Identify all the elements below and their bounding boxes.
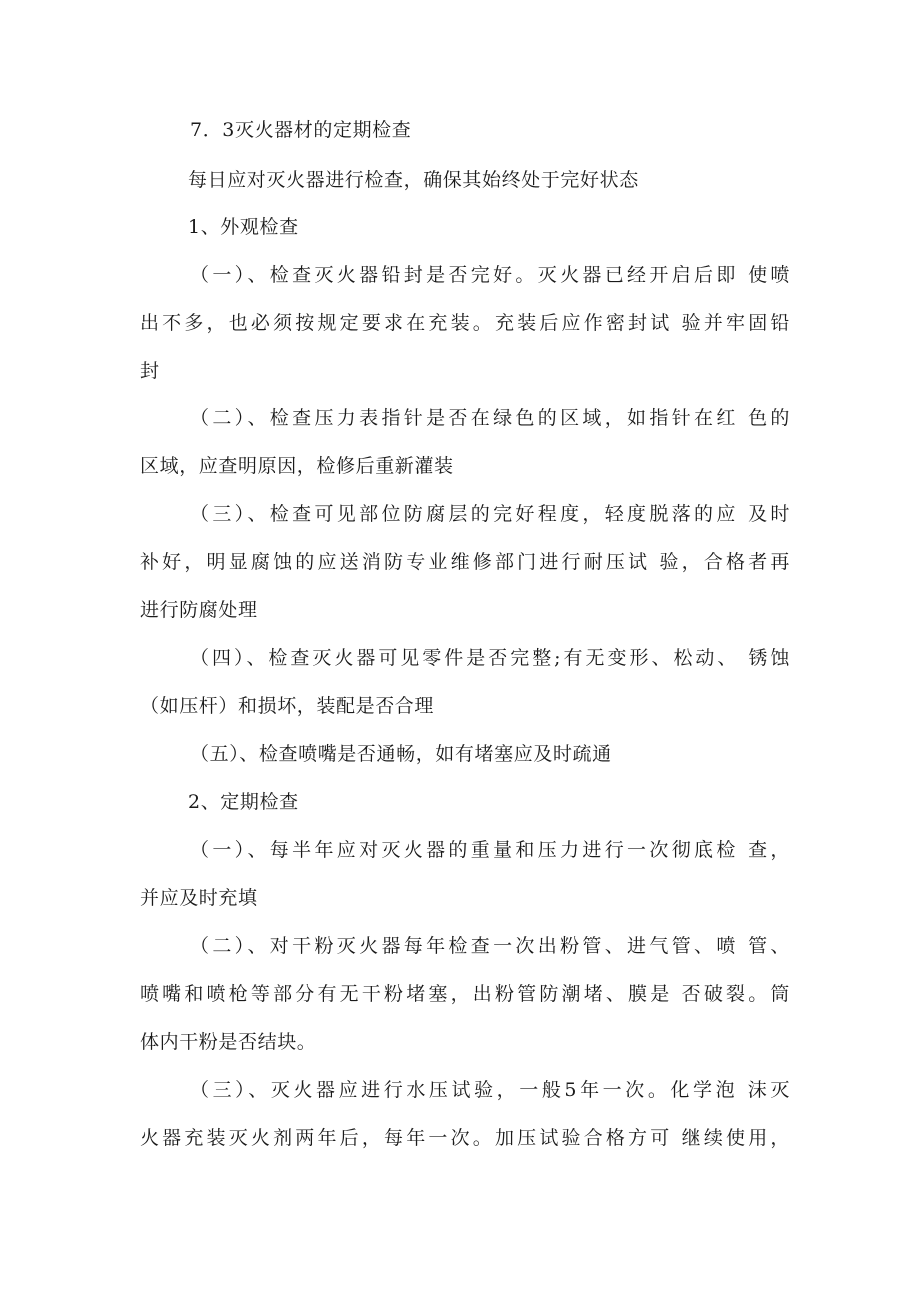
- paragraph-line: 出不多，也必须按规定要求在充装。充装后应作密封试 验并牢固铅: [140, 312, 790, 334]
- paragraph-line: （二）、对干粉灭火器每年检查一次出粉管、进气管、喷 管、: [190, 935, 790, 957]
- paragraph-line: 并应及时充填: [140, 887, 258, 909]
- paragraph-line: （一）、每半年应对灭火器的重量和压力进行一次彻底检 查，: [190, 839, 790, 861]
- subsection-heading-periodic: 2、定期检查: [188, 791, 299, 813]
- paragraph-line: （二）、检查压力表指针是否在绿色的区域，如指针在红 色的: [190, 407, 790, 429]
- subsection-heading-appearance: 1、外观检查: [188, 216, 299, 238]
- paragraph-line: （四）、检查灭火器可见零件是否完整;有无变形、松动、 锈蚀: [190, 647, 790, 669]
- paragraph-line: 补好，明显腐蚀的应送消防专业维修部门进行耐压试 验，合格者再: [140, 551, 790, 573]
- paragraph-line: （三）、检查可见部位防腐层的完好程度，轻度脱落的应 及时: [190, 503, 790, 525]
- paragraph-line: 喷嘴和喷枪等部分有无干粉堵塞，出粉管防潮堵、膜是 否破裂。筒: [140, 983, 790, 1005]
- paragraph-line: （如压杆）和损坏，装配是否合理: [140, 695, 435, 717]
- paragraph-line: 火器充装灭火剂两年后，每年一次。加压试验合格方可 继续使用，: [140, 1127, 790, 1149]
- paragraph-line: （五）、检查喷嘴是否通畅，如有堵塞应及时疏通: [190, 743, 612, 765]
- paragraph-line: （一）、检查灭火器铅封是否完好。灭火器已经开启后即 使喷: [190, 264, 790, 286]
- section-title: 7．3灭火器材的定期检查: [190, 119, 412, 141]
- paragraph-line: 进行防腐处理: [140, 599, 258, 621]
- paragraph-line: 体内干粉是否结块。: [140, 1031, 317, 1053]
- paragraph-line: 封: [140, 360, 160, 382]
- paragraph-line: （三）、灭火器应进行水压试验，一般5年一次。化学泡 沫灭: [190, 1079, 790, 1101]
- paragraph-line: 区域，应查明原因，检修后重新灌装: [140, 455, 454, 477]
- intro-paragraph: 每日应对灭火器进行检查，确保其始终处于完好状态: [188, 169, 639, 191]
